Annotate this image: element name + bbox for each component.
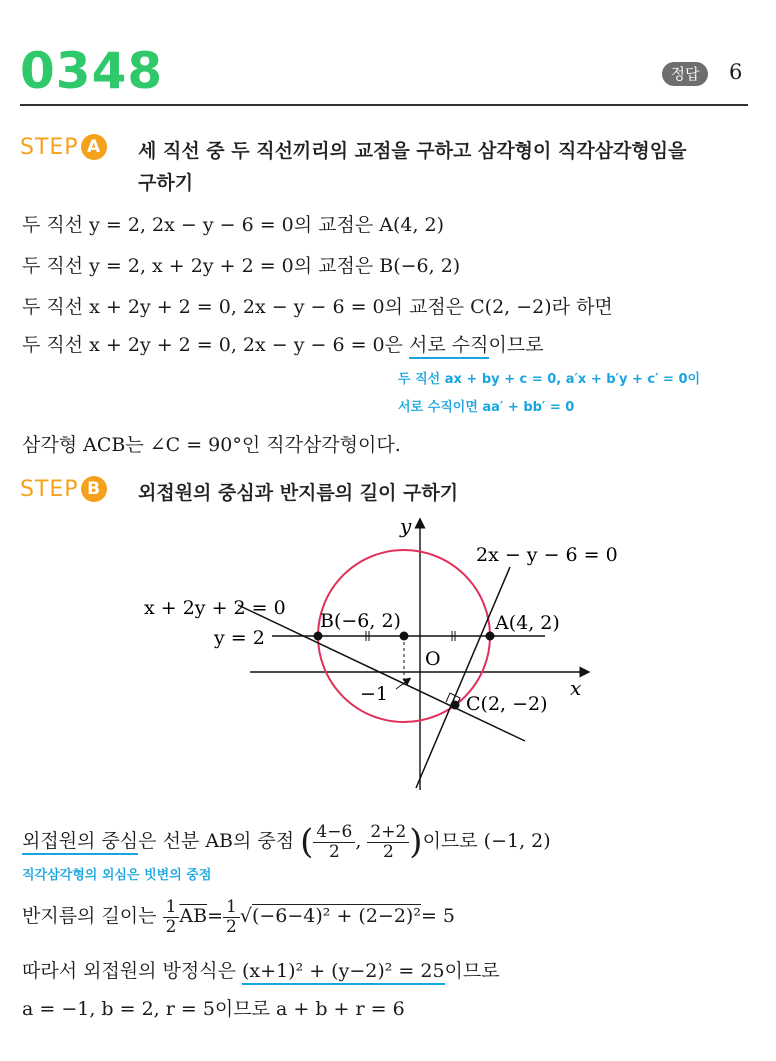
intersection-c-line: 두 직선 x + 2y + 2 = 0, 2x − y − 6 = 0의 교점은 C(2, −2)라 하면 bbox=[22, 296, 613, 318]
radius-half-num-2: 1 bbox=[223, 898, 240, 918]
radius-half-den: 2 bbox=[165, 916, 177, 937]
step-a-heading bbox=[20, 134, 107, 160]
fraction-1-num: 4−6 bbox=[313, 823, 355, 843]
point-center bbox=[400, 632, 409, 641]
line2-label: x + 2y + 2 = 0 bbox=[144, 597, 286, 619]
point-b bbox=[314, 632, 323, 641]
radius-sqrt-expr: (−6−4)² + (2−2)² bbox=[251, 905, 421, 928]
radius-half-num: 1 bbox=[163, 898, 180, 918]
intersection-a-line: 두 직선 y = 2, 2x − y − 6 = 0의 교점은 A(4, 2) bbox=[22, 214, 445, 236]
header-divider bbox=[20, 104, 748, 106]
center-result: 이므로 (−1, 2) bbox=[422, 830, 551, 852]
center-underlined: 외접원의 중심 bbox=[22, 830, 138, 855]
step-a-tag: STEP bbox=[20, 135, 79, 160]
answer-badge: 정답 bbox=[662, 62, 708, 86]
close-paren: ) bbox=[409, 822, 423, 862]
perpendicular-note-line1: 두 직선 ax + by + c = 0, a′x + b′y + c′ = 0이 bbox=[398, 372, 701, 387]
radius-line: 반지름의 길이는 $\frac{1}{2}$ $\overline{AB}=$ $\frac{1}{2}$ √(−6−4)² + (2−2)²= 5 bbox=[22, 897, 456, 937]
step-a-title-line2: 구하기 bbox=[138, 172, 194, 194]
perpendicular-underlined: 서로 수직 bbox=[409, 334, 488, 359]
circle-equation: (x+1)² + (y−2)² = 25 bbox=[242, 960, 445, 985]
step-a-title-line1: 세 직선 중 두 직선끼리의 교점을 구하고 삼각형이 직각삼각형임을 bbox=[138, 140, 687, 162]
fraction-2 bbox=[367, 823, 409, 861]
perpendicular-line bbox=[22, 330, 544, 357]
origin-label: O bbox=[425, 648, 441, 670]
center-text: 은 선분 AB의 중점 bbox=[138, 830, 295, 852]
fraction-2-den: 2 bbox=[382, 841, 394, 862]
radius-half-fraction bbox=[163, 898, 180, 936]
segment-ab: $\overline{AB}$ bbox=[179, 905, 208, 928]
right-triangle-conclusion: 삼각형 ACB는 ∠C = 90°인 직각삼각형이다. bbox=[22, 434, 401, 456]
fraction-1 bbox=[313, 823, 355, 861]
intersection-b-line: 두 직선 y = 2, x + 2y + 2 = 0의 교점은 B(−6, 2) bbox=[22, 255, 461, 277]
point-a bbox=[486, 632, 495, 641]
point-b-label: B(−6, 2) bbox=[320, 610, 401, 632]
equation-suffix: 이므로 bbox=[444, 960, 500, 982]
answer-value: 6 bbox=[729, 60, 743, 84]
line3-label: y = 2 bbox=[214, 627, 265, 649]
y-axis-label: y bbox=[400, 514, 412, 538]
open-paren: ( bbox=[300, 822, 314, 862]
perpendicular-prefix: 두 직선 x + 2y + 2 = 0, 2x − y − 6 = 0은 bbox=[22, 334, 410, 356]
radius-prefix: 반지름의 길이는 bbox=[22, 905, 157, 928]
equation-line bbox=[22, 956, 500, 983]
fraction-1-den: 2 bbox=[328, 841, 340, 862]
point-a-label: A(4, 2) bbox=[495, 612, 560, 634]
line-2x-minus-y bbox=[416, 567, 510, 788]
center-line: 외접원의 중심은 선분 AB의 중점 ( $\frac{4-6}{2}$ , $\frac{2+2}{2}$ )이므로 (−1, 2) bbox=[22, 821, 551, 862]
step-b-title: 외접원의 중심과 반지름의 길이 구하기 bbox=[138, 482, 459, 504]
step-a-letter: A bbox=[81, 134, 107, 160]
circumcircle-graph bbox=[0, 505, 776, 805]
radius-half-den-2: 2 bbox=[226, 916, 237, 937]
perpendicular-note-line2: 서로 수직이면 aa′ + bb′ = 0 bbox=[398, 400, 575, 415]
center-note: 직각삼각형의 외심은 빗변의 중점 bbox=[22, 868, 212, 883]
perpendicular-suffix: 이므로 bbox=[488, 334, 544, 356]
final-answer-line: a = −1, b = 2, r = 5이므로 a + b + r = 6 bbox=[22, 998, 405, 1020]
fraction-2-num: 2+2 bbox=[367, 823, 409, 843]
equation-prefix: 따라서 외접원의 방정식은 bbox=[22, 960, 243, 982]
step-b-letter: B bbox=[81, 476, 107, 502]
minus-one-label: −1 bbox=[360, 683, 389, 705]
step-b-tag: STEP bbox=[20, 477, 79, 502]
x-axis-label: x bbox=[570, 676, 582, 700]
radius-half-fraction-2 bbox=[223, 898, 240, 936]
point-c-label: C(2, −2) bbox=[466, 693, 548, 715]
step-b-heading bbox=[20, 476, 107, 502]
line1-label: 2x − y − 6 = 0 bbox=[476, 544, 618, 566]
radius-result: = 5 bbox=[420, 905, 456, 928]
point-c bbox=[451, 701, 460, 710]
problem-number: 0348 bbox=[20, 42, 164, 100]
